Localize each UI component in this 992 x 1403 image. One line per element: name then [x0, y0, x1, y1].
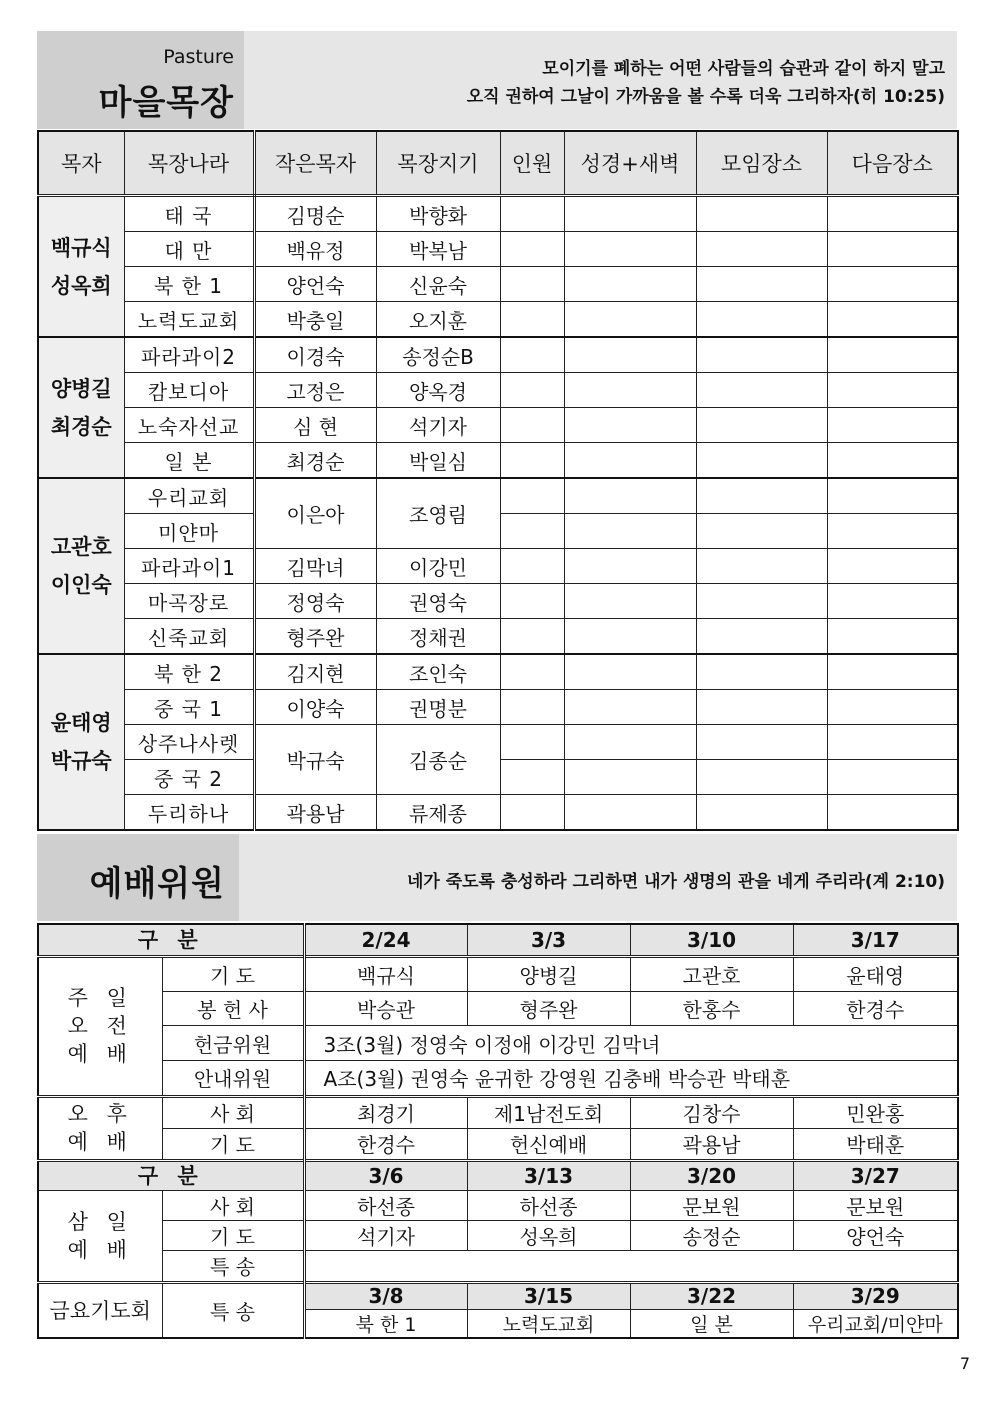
empty-cell[interactable] — [500, 232, 564, 267]
empty-cell[interactable] — [827, 302, 958, 338]
date-header: 3/3 — [467, 924, 630, 956]
empty-cell[interactable] — [827, 549, 958, 584]
empty-cell[interactable] — [564, 619, 696, 655]
section1-label-box — [37, 31, 244, 129]
role-label: 기 도 — [162, 1221, 304, 1251]
header-next-place: 다음장소 — [827, 131, 958, 196]
empty-cell[interactable] — [827, 690, 958, 725]
date-header: 2/24 — [304, 924, 467, 956]
category-line: 예 배 — [67, 1042, 133, 1067]
section1-verse-line1: 모이기를 폐하는 어떤 사람들의 습관과 같이 하지 말고 — [542, 59, 945, 79]
keeper-cell: 신윤숙 — [376, 267, 500, 302]
role-label: 사 회 — [162, 1191, 304, 1221]
sunday-pm-label — [38, 1096, 162, 1160]
keeper-cell: 석기자 — [376, 408, 500, 443]
offering-cell: 박승관 — [304, 991, 467, 1025]
empty-cell[interactable] — [696, 232, 827, 267]
empty-cell[interactable] — [564, 478, 696, 514]
country-cell: 우리교회 — [124, 478, 254, 514]
empty-cell[interactable] — [500, 514, 564, 549]
keeper-cell: 김종순 — [376, 725, 500, 795]
country-cell: 신죽교회 — [124, 619, 254, 655]
host-cell: 문보원 — [630, 1191, 793, 1221]
category-line: 주 일 — [67, 986, 133, 1011]
empty-cell[interactable] — [500, 337, 564, 373]
wednesday-label — [38, 1191, 162, 1283]
section1-header — [37, 31, 957, 129]
empty-cell[interactable] — [827, 337, 958, 373]
country-cell: 대 만 — [124, 232, 254, 267]
empty-cell[interactable] — [564, 267, 696, 302]
section1-verse-line2: 오직 권하여 그날이 가까움을 볼 수록 더욱 그리하자(히 10:25) — [466, 87, 945, 107]
small-pastor-cell: 이은아 — [254, 478, 376, 549]
small-pastor-cell: 이양숙 — [254, 690, 376, 725]
collection-cell: 3조(3월) 정영숙 이정애 이강민 김막녀 — [304, 1026, 958, 1061]
empty-cell[interactable] — [564, 690, 696, 725]
category-line: 오 후 — [67, 1102, 133, 1127]
prayer-cell: 백규식 — [304, 956, 467, 991]
empty-cell[interactable] — [564, 302, 696, 338]
empty-cell[interactable] — [564, 408, 696, 443]
country-cell: 중 국 2 — [124, 760, 254, 795]
small-pastor-cell: 김명순 — [254, 196, 376, 232]
empty-cell[interactable] — [827, 654, 958, 690]
empty-cell[interactable] — [564, 337, 696, 373]
empty-cell[interactable] — [500, 654, 564, 690]
pastor-name: 박규숙 — [50, 749, 112, 773]
empty-cell[interactable] — [827, 267, 958, 302]
keeper-cell: 조인숙 — [376, 654, 500, 690]
small-pastor-cell: 최경순 — [254, 443, 376, 479]
empty-cell[interactable] — [696, 514, 827, 549]
offering-cell: 한홍수 — [630, 991, 793, 1025]
empty-cell[interactable] — [564, 760, 696, 795]
empty-cell[interactable] — [500, 373, 564, 408]
group-pastors — [38, 478, 124, 654]
empty-cell[interactable] — [827, 795, 958, 831]
role-label: 기 도 — [162, 956, 304, 991]
pastor-name: 백규식 — [50, 235, 112, 260]
role-label: 특 송 — [162, 1251, 304, 1282]
small-pastor-cell: 정영숙 — [254, 584, 376, 619]
prayer-cell: 석기자 — [304, 1221, 467, 1251]
empty-cell[interactable] — [500, 478, 564, 514]
keeper-cell: 권영숙 — [376, 584, 500, 619]
empty-cell[interactable] — [500, 408, 564, 443]
small-pastor-cell: 박충일 — [254, 302, 376, 338]
prayer-cell: 고관호 — [630, 956, 793, 991]
country-cell: 노숙자선교 — [124, 408, 254, 443]
empty-cell[interactable] — [827, 373, 958, 408]
prayer-cell: 곽용남 — [630, 1128, 793, 1160]
empty-cell[interactable] — [500, 584, 564, 619]
country-cell: 상주나사렛 — [124, 725, 254, 760]
empty-cell[interactable] — [564, 549, 696, 584]
date-header: 3/17 — [793, 924, 958, 956]
role-label: 봉 헌 사 — [162, 991, 304, 1025]
prayer-cell: 송정순 — [630, 1221, 793, 1251]
country-cell: 북 한 1 — [124, 267, 254, 302]
empty-cell[interactable] — [500, 760, 564, 795]
small-pastor-cell: 양언숙 — [254, 267, 376, 302]
date-header: 3/6 — [304, 1160, 467, 1190]
empty-cell[interactable] — [564, 654, 696, 690]
keeper-cell: 양옥경 — [376, 373, 500, 408]
empty-cell[interactable] — [696, 302, 827, 338]
country-cell: 캄보디아 — [124, 373, 254, 408]
empty-cell[interactable] — [500, 795, 564, 831]
role-label: 기 도 — [162, 1128, 304, 1160]
host-cell: 제1남전도회 — [467, 1096, 630, 1128]
gubun-header: 구 분 — [38, 1160, 304, 1190]
empty-cell[interactable] — [696, 549, 827, 584]
section1-en-label: Pasture — [163, 46, 234, 68]
empty-cell[interactable] — [564, 232, 696, 267]
pastor-name: 최경순 — [50, 414, 112, 439]
country-cell: 중 국 1 — [124, 690, 254, 725]
pastor-name: 윤태영 — [50, 711, 112, 735]
pastor-name: 양병길 — [50, 376, 112, 401]
header-small-pastor: 작은목자 — [254, 131, 376, 196]
empty-cell[interactable] — [827, 478, 958, 514]
keeper-cell: 박향화 — [376, 196, 500, 232]
empty-cell[interactable] — [564, 725, 696, 760]
pasture-table — [37, 130, 959, 831]
pastor-name: 고관호 — [50, 535, 112, 559]
category-line: 예 배 — [67, 1130, 133, 1155]
empty-cell[interactable] — [827, 619, 958, 655]
special-cell: 우리교회/미얀마 — [793, 1309, 958, 1338]
header-keeper: 목장지기 — [376, 131, 500, 196]
empty-cell[interactable] — [696, 619, 827, 655]
section2-header — [37, 834, 957, 921]
sunday-am-label — [38, 956, 162, 1096]
empty-cell[interactable] — [500, 302, 564, 338]
empty-cell[interactable] — [827, 584, 958, 619]
small-pastor-cell: 심 현 — [254, 408, 376, 443]
keeper-cell: 박일심 — [376, 443, 500, 479]
empty-cell[interactable] — [827, 408, 958, 443]
country-cell: 마곡장로 — [124, 584, 254, 619]
empty-cell[interactable] — [696, 760, 827, 795]
date-header: 3/20 — [630, 1160, 793, 1190]
special-song-cell[interactable] — [304, 1251, 958, 1282]
role-label: 헌금위원 — [162, 1026, 304, 1061]
empty-cell[interactable] — [564, 795, 696, 831]
group-pastors — [38, 337, 124, 478]
country-cell: 노력도교회 — [124, 302, 254, 338]
section2-label-box — [37, 834, 239, 921]
category-line: 예 배 — [67, 1237, 133, 1262]
empty-cell[interactable] — [827, 514, 958, 549]
pastor-name: 이인숙 — [50, 573, 112, 597]
small-pastor-cell: 백유정 — [254, 232, 376, 267]
header-count: 인원 — [500, 131, 564, 196]
prayer-cell: 성옥희 — [467, 1221, 630, 1251]
role-label: 안내위원 — [162, 1061, 304, 1096]
empty-cell[interactable] — [564, 584, 696, 619]
empty-cell[interactable] — [564, 514, 696, 549]
country-cell: 미얀마 — [124, 514, 254, 549]
empty-cell[interactable] — [500, 619, 564, 655]
host-cell: 문보원 — [793, 1191, 958, 1221]
header-bible: 성경+새벽 — [564, 131, 696, 196]
category-line: 오 전 — [67, 1014, 133, 1039]
offering-cell: 한경수 — [793, 991, 958, 1025]
country-cell: 파라과이2 — [124, 337, 254, 373]
empty-cell[interactable] — [696, 408, 827, 443]
special-cell: 북 한 1 — [304, 1309, 467, 1338]
empty-cell[interactable] — [827, 725, 958, 760]
empty-cell[interactable] — [827, 443, 958, 479]
special-cell: 노력도교회 — [467, 1309, 630, 1338]
date-header: 3/8 — [304, 1282, 467, 1309]
keeper-cell: 권명분 — [376, 690, 500, 725]
empty-cell[interactable] — [696, 690, 827, 725]
empty-cell[interactable] — [696, 584, 827, 619]
group-pastors — [38, 654, 124, 830]
usher-cell: A조(3월) 권영숙 윤귀한 강영원 김충배 박승관 박태훈 — [304, 1061, 958, 1096]
header-pastor: 목자 — [38, 131, 124, 196]
keeper-cell: 정채권 — [376, 619, 500, 655]
empty-cell[interactable] — [696, 196, 827, 232]
keeper-cell: 오지훈 — [376, 302, 500, 338]
empty-cell[interactable] — [500, 725, 564, 760]
empty-cell[interactable] — [564, 443, 696, 479]
small-pastor-cell: 김지현 — [254, 654, 376, 690]
keeper-cell: 박복남 — [376, 232, 500, 267]
empty-cell[interactable] — [696, 373, 827, 408]
host-cell: 하선종 — [467, 1191, 630, 1221]
empty-cell[interactable] — [696, 725, 827, 760]
role-label: 사 회 — [162, 1096, 304, 1128]
empty-cell[interactable] — [500, 267, 564, 302]
empty-cell[interactable] — [696, 478, 827, 514]
special-cell: 일 본 — [630, 1309, 793, 1338]
keeper-cell: 조영림 — [376, 478, 500, 549]
keeper-cell: 류제종 — [376, 795, 500, 831]
empty-cell[interactable] — [696, 443, 827, 479]
section1-title: 마을목장 — [98, 83, 234, 123]
host-cell: 민완홍 — [793, 1096, 958, 1128]
date-header: 3/10 — [630, 924, 793, 956]
empty-cell[interactable] — [564, 196, 696, 232]
worship-committee-table — [37, 923, 959, 1339]
country-cell: 태 국 — [124, 196, 254, 232]
date-header: 3/15 — [467, 1282, 630, 1309]
empty-cell[interactable] — [696, 654, 827, 690]
empty-cell[interactable] — [696, 337, 827, 373]
small-pastor-cell: 형주완 — [254, 619, 376, 655]
prayer-cell: 윤태영 — [793, 956, 958, 991]
header-place: 모임장소 — [696, 131, 827, 196]
small-pastor-cell: 박규숙 — [254, 725, 376, 795]
gubun-header: 구 분 — [38, 924, 304, 956]
empty-cell[interactable] — [696, 795, 827, 831]
keeper-cell: 이강민 — [376, 549, 500, 584]
keeper-cell: 송정순B — [376, 337, 500, 373]
prayer-cell: 헌신예배 — [467, 1128, 630, 1160]
pastor-name: 성옥희 — [50, 273, 112, 298]
empty-cell[interactable] — [827, 760, 958, 795]
group-pastors — [38, 196, 124, 338]
date-header: 3/22 — [630, 1282, 793, 1309]
small-pastor-cell: 곽용남 — [254, 795, 376, 831]
host-cell: 하선종 — [304, 1191, 467, 1221]
role-label: 특 송 — [162, 1282, 304, 1338]
empty-cell[interactable] — [500, 443, 564, 479]
section2-verse: 네가 죽도록 충성하라 그리하면 내가 생명의 관을 네게 주리라(계 2:10) — [406, 872, 945, 892]
empty-cell[interactable] — [500, 549, 564, 584]
prayer-cell: 양언숙 — [793, 1221, 958, 1251]
country-cell: 두리하나 — [124, 795, 254, 831]
empty-cell[interactable] — [827, 196, 958, 232]
date-header: 3/27 — [793, 1160, 958, 1190]
section2-title: 예배위원 — [89, 864, 225, 904]
country-cell: 북 한 2 — [124, 654, 254, 690]
offering-cell: 형주완 — [467, 991, 630, 1025]
empty-cell[interactable] — [500, 690, 564, 725]
small-pastor-cell: 김막녀 — [254, 549, 376, 584]
page-number: 7 — [959, 1354, 970, 1373]
empty-cell[interactable] — [827, 232, 958, 267]
country-cell: 파라과이1 — [124, 549, 254, 584]
header-country: 목장나라 — [124, 131, 254, 196]
prayer-cell: 박태훈 — [793, 1128, 958, 1160]
empty-cell[interactable] — [696, 267, 827, 302]
prayer-cell: 양병길 — [467, 956, 630, 991]
date-header: 3/13 — [467, 1160, 630, 1190]
category-line: 삼 일 — [67, 1209, 133, 1234]
prayer-cell: 한경수 — [304, 1128, 467, 1160]
host-cell: 김창수 — [630, 1096, 793, 1128]
small-pastor-cell: 고정은 — [254, 373, 376, 408]
empty-cell[interactable] — [564, 373, 696, 408]
country-cell: 일 본 — [124, 443, 254, 479]
host-cell: 최경기 — [304, 1096, 467, 1128]
small-pastor-cell: 이경숙 — [254, 337, 376, 373]
section1-verse — [467, 55, 945, 111]
date-header: 3/29 — [793, 1282, 958, 1309]
empty-cell[interactable] — [500, 196, 564, 232]
friday-label: 금요기도회 — [38, 1282, 162, 1338]
